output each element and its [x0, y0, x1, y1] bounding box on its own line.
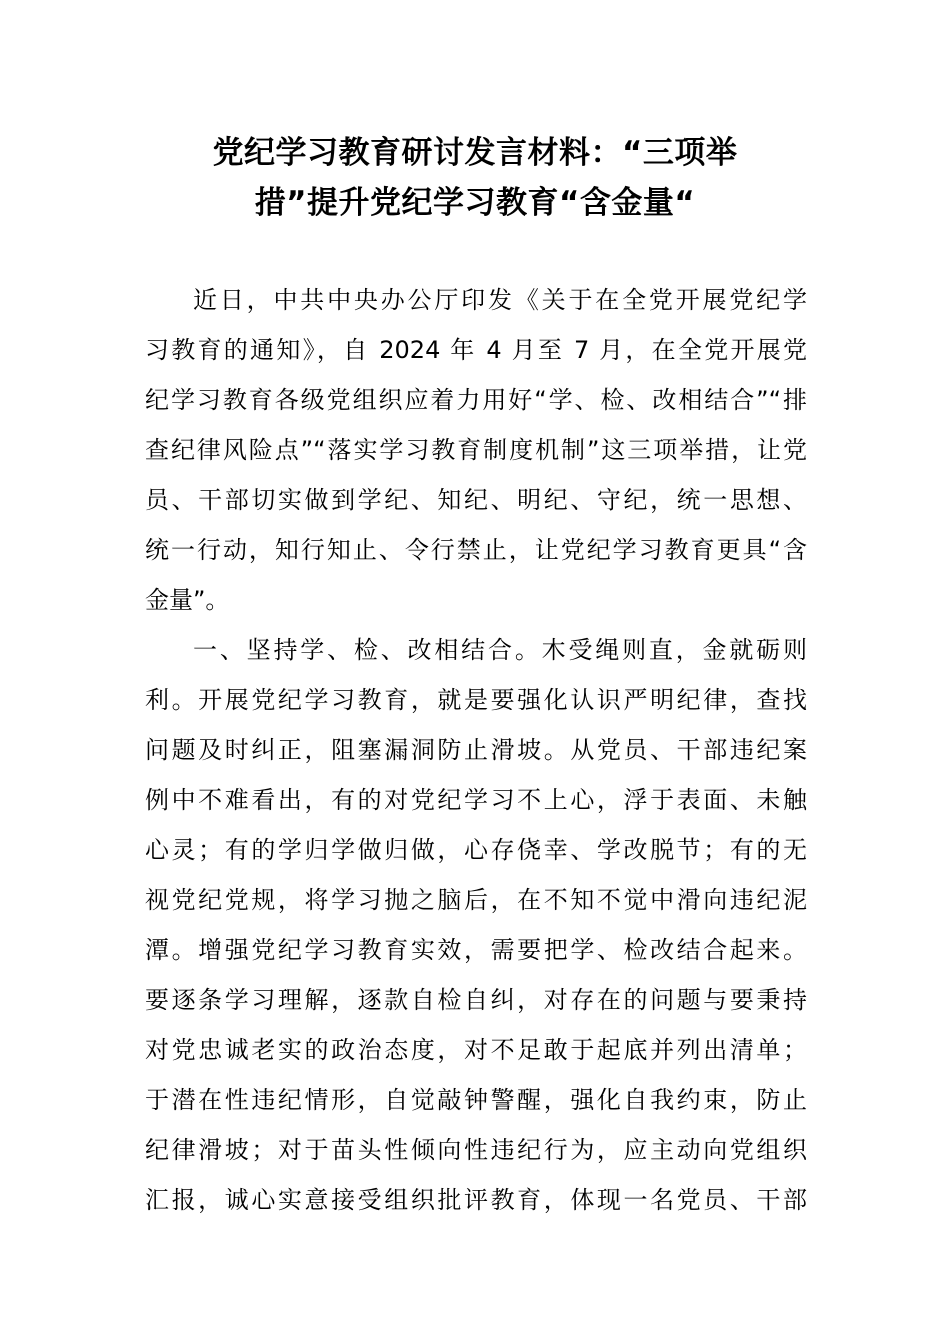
paragraph-2-line: 于潜在性违纪情形，自觉敲钟警醒，强化自我约束，防止: [145, 1086, 807, 1114]
document-title-line-1: 党纪学习教育研讨发言材料：“三项举: [212, 135, 738, 171]
paragraph-2-line: 一、坚持学、检、改相结合。木受绳则直，金就砺则: [193, 636, 807, 664]
paragraph-2-line: 心灵；有的学归学做归做，心存侥幸、学改脱节；有的无: [145, 836, 807, 864]
paragraph-2-line: 潭。增强党纪学习教育实效，需要把学、检改结合起来。: [145, 936, 807, 964]
paragraph-2-line: 视党纪党规，将学习抛之脑后，在不知不觉中滑向违纪泥: [145, 886, 807, 914]
paragraph-2-line: 利。开展党纪学习教育，就是要强化认识严明纪律，查找: [145, 686, 807, 714]
paragraph-2-line: 对党忠诚老实的政治态度，对不足敢于起底并列出清单；: [145, 1036, 807, 1064]
paragraph-2-line: 要逐条学习理解，逐款自检自纠，对存在的问题与要秉持: [145, 986, 807, 1014]
document-title-line-2: 措”提升党纪学习教育“含金量“: [254, 185, 696, 221]
paragraph-2-line: 例中不难看出，有的对党纪学习不上心，浮于表面、未触: [145, 786, 807, 814]
paragraph-1-line: 近日，中共中央办公厅印发《关于在全党开展党纪学: [193, 286, 807, 314]
paragraph-1-line: 查纪律风险点”“落实学习教育制度机制”这三项举措，让党: [145, 436, 807, 464]
paragraph-1-line: 统一行动，知行知止、令行禁止，让党纪学习教育更具“含: [145, 536, 807, 564]
paragraph-1-line: 金量”。: [145, 586, 230, 614]
paragraph-2-line: 汇报，诚心实意接受组织批评教育，体现一名党员、干部: [145, 1186, 807, 1214]
paragraph-2-line: 纪律滑坡；对于苗头性倾向性违纪行为，应主动向党组织: [145, 1136, 807, 1164]
paragraph-1-line: 习教育的通知》，自 2024 年 4 月至 7 月，在全党开展党: [145, 336, 807, 364]
paragraph-1-line: 员、干部切实做到学纪、知纪、明纪、守纪，统一思想、: [145, 486, 807, 514]
paragraph-2-line: 问题及时纠正，阻塞漏洞防止滑坡。从党员、干部违纪案: [145, 736, 807, 764]
paragraph-1-line: 纪学习教育各级党组织应着力用好“学、检、改相结合”“排: [145, 386, 807, 414]
